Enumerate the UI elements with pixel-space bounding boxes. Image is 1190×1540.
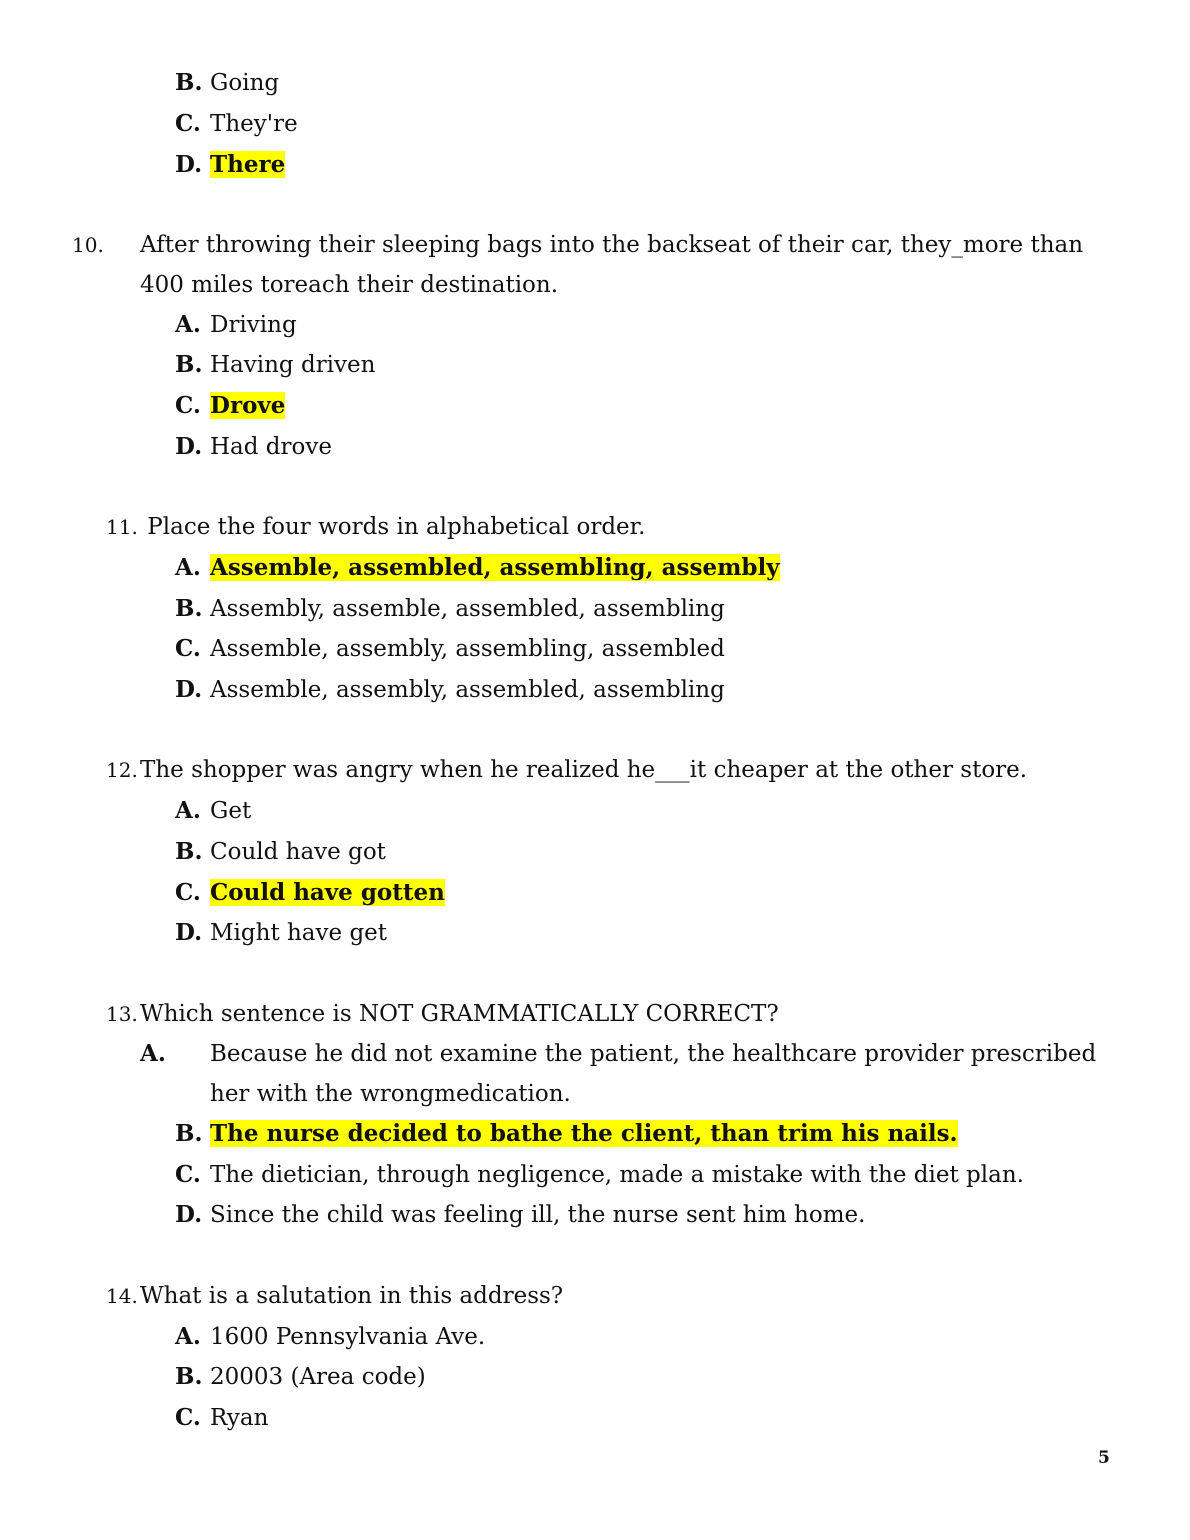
question-14-text: What is a salutation in this address? [140, 1283, 564, 1309]
q9-option-d-correct: D. There [175, 151, 286, 178]
q12-option-a: A. Get [175, 797, 252, 824]
q9-option-c: C. They're [175, 110, 298, 137]
question-12-text: The shopper was angry when he realized he___it cheaper at the other store. [140, 757, 1028, 783]
correct-answer-highlight: There [210, 151, 286, 178]
q10-option-d: D. Had drove [175, 433, 332, 460]
q10-option-a: A. Driving [175, 311, 297, 338]
q11-option-a-correct: A. Assemble, assembled, assembling, assembly [175, 554, 780, 581]
q11-option-d: D. Assemble, assembly, assembled, assembling [175, 676, 725, 703]
q13-option-d: D. Since the child was feeling ill, the nurse sent him home. [175, 1201, 866, 1228]
question-13: 13.Which sentence is NOT GRAMMATICALLY CORRECT? [106, 1001, 779, 1027]
q12-option-b: B. Could have got [175, 838, 386, 865]
question-12: 12.The shopper was angry when he realized he___it cheaper at the other store. [106, 757, 1028, 783]
question-11: 11. Place the four words in alphabetical order. [106, 514, 646, 540]
q10-option-c-correct: C. Drove [175, 392, 286, 419]
q9-option-b: B. Going [175, 69, 280, 96]
q14-option-c: C. Ryan [175, 1404, 269, 1431]
q11-option-b: B. Assembly, assemble, assembled, assembling [175, 595, 725, 622]
correct-answer-highlight: The nurse decided to bathe the client, than trim his nails. [210, 1120, 958, 1147]
q10-option-b: B. Having driven [175, 351, 376, 378]
q14-option-b: B. 20003 (Area code) [175, 1363, 426, 1390]
question-13-text: Which sentence is NOT GRAMMATICALLY CORRECT? [140, 1001, 779, 1027]
q14-option-a: A. 1600 Pennsylvania Ave. [175, 1323, 486, 1350]
q13-option-a: A. Because he did not examine the patient, the healthcare provider prescribed her with the wrongmedication. [140, 1040, 1097, 1107]
page-number: 5 [1098, 1448, 1110, 1468]
correct-answer-highlight: Could have gotten [210, 879, 445, 906]
q13-option-b-correct: B. The nurse decided to bathe the client, than trim his nails. [175, 1120, 958, 1147]
question-10: 10. After throwing their sleeping bags into the backseat of their car, they_more than 400 miles toreach their destination. [72, 232, 1084, 298]
correct-answer-highlight: Drove [210, 392, 286, 419]
q11-option-c: C. Assemble, assembly, assembling, assembled [175, 635, 725, 662]
correct-answer-highlight: Assemble, assembled, assembling, assembly [210, 554, 780, 581]
q13-option-c: C. The dietician, through negligence, made a mistake with the diet plan. [175, 1161, 1024, 1188]
question-11-text: Place the four words in alphabetical order. [140, 514, 646, 540]
question-10-text: After throwing their sleeping bags into the backseat of their car, they_more than 400 miles toreach their destination. [140, 232, 1084, 298]
q12-option-d: D. Might have get [175, 919, 388, 946]
q12-option-c-correct: C. Could have gotten [175, 879, 445, 906]
question-14: 14.What is a salutation in this address? [106, 1283, 564, 1309]
